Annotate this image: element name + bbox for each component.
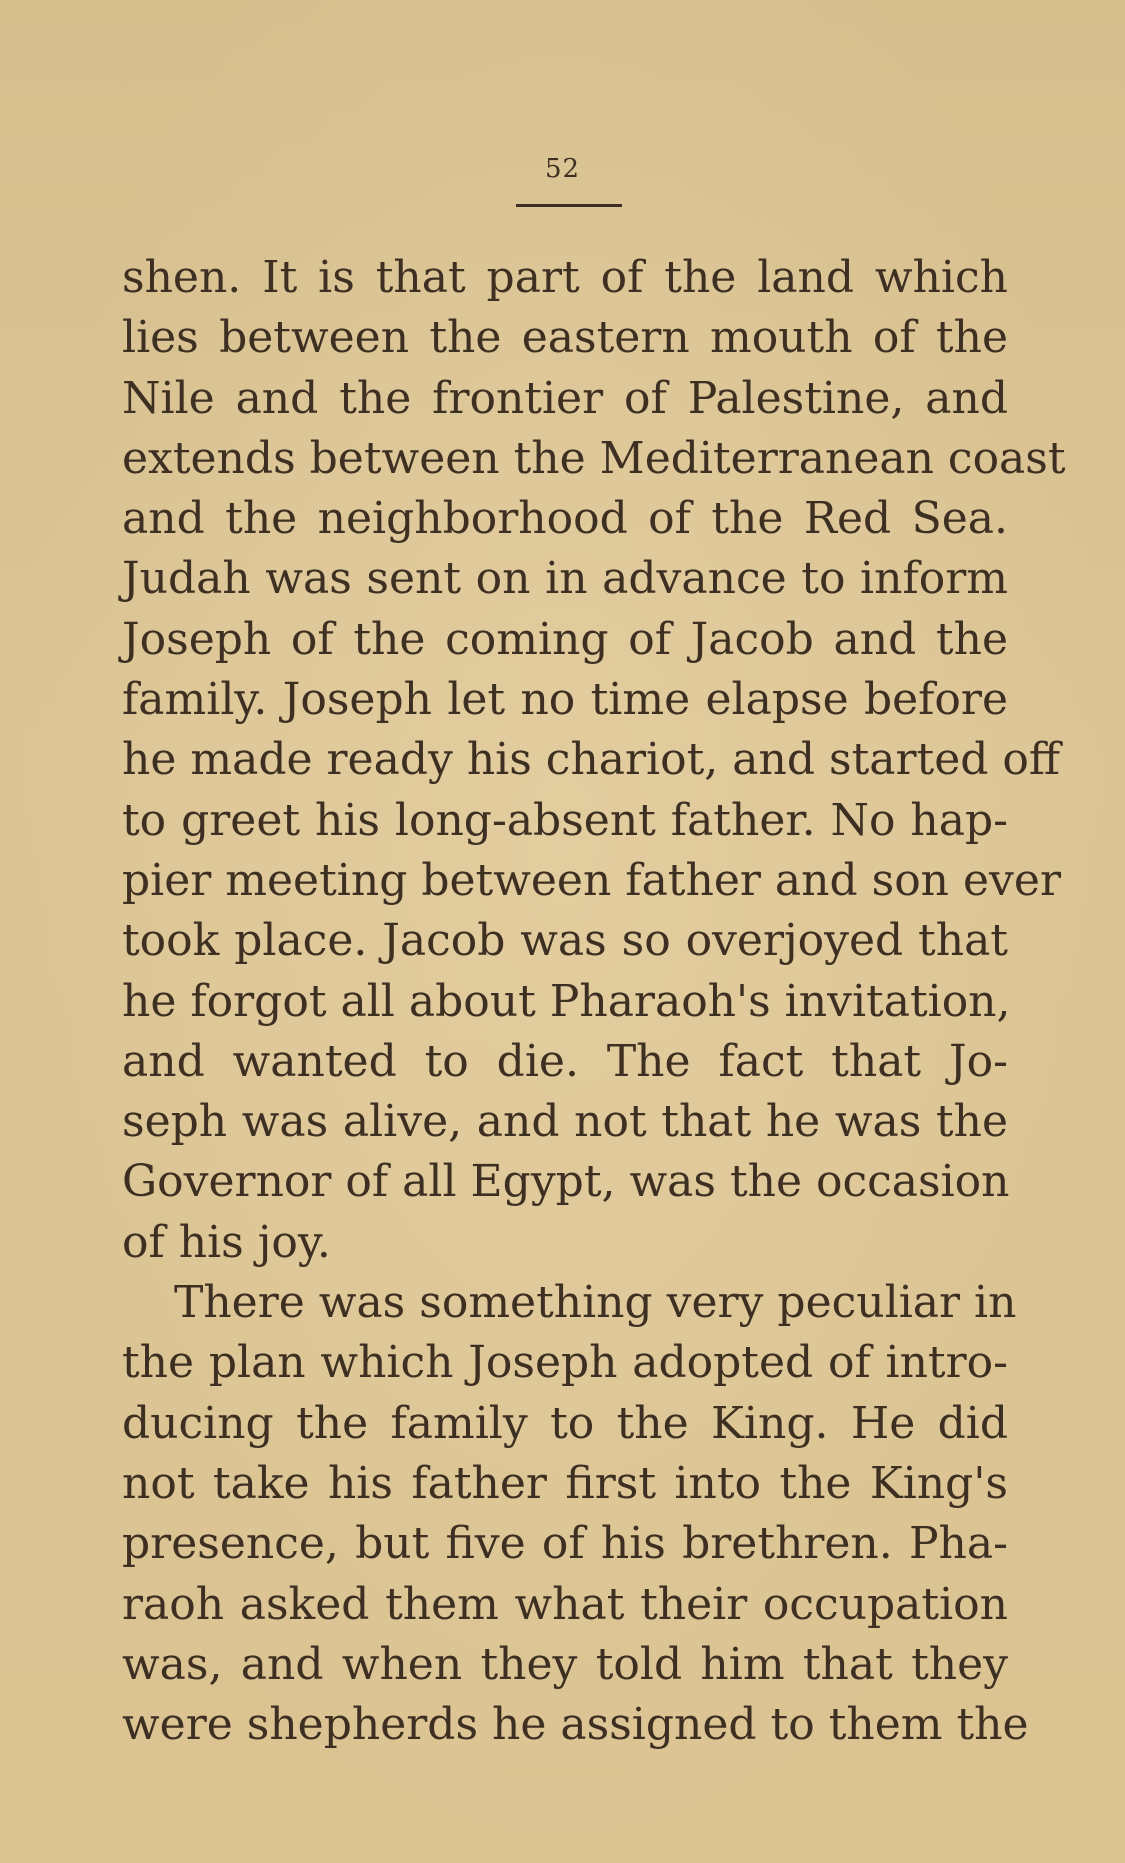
- text-line: ducing the family to the King. He did: [122, 1397, 1008, 1449]
- text-line: family. Joseph let no time elapse before: [122, 674, 1008, 726]
- text-line: shen. It is that part of the land which: [122, 252, 1008, 303]
- text-line: was, and when they told him that they: [122, 1638, 1008, 1690]
- text-line: he forgot all about Pharaoh's invitation,: [122, 975, 1011, 1027]
- text-line: pier meeting between father and son ever: [122, 854, 1061, 906]
- text-line: and wanted to die. The fact that Jo-: [122, 1035, 1008, 1087]
- paragraph-1: [122, 248, 1066, 1273]
- text-line: took place. Jacob was so overjoyed that: [122, 915, 1008, 967]
- body-text: [122, 248, 1066, 1755]
- text-line: to greet his long-absent father. No hap-: [122, 794, 1008, 846]
- page-number: 52: [544, 154, 581, 184]
- text-line: Judah was sent on in advance to inform: [122, 553, 1008, 605]
- text-line: Joseph of the coming of Jacob and the: [122, 613, 1008, 665]
- text-line: the plan which Joseph adopted of intro-: [122, 1337, 1008, 1389]
- text-line: raoh asked them what their occupation: [122, 1578, 1008, 1630]
- text-line: not take his father first into the King's: [122, 1457, 1008, 1509]
- header-rule: [516, 204, 622, 207]
- text-line: Governor of all Egypt, was the occasion: [122, 1156, 1010, 1208]
- text-line: seph was alive, and not that he was the: [122, 1096, 1008, 1148]
- text-line: he made ready his chariot, and started off: [122, 734, 1061, 786]
- text-line: Nile and the frontier of Palestine, and: [122, 372, 1008, 424]
- text-line: lies between the eastern mouth of the: [122, 312, 1008, 364]
- paragraph-2: [122, 1273, 1029, 1755]
- text-line: extends between the Mediterranean coast: [122, 432, 1066, 484]
- text-line: of his joy.: [122, 1216, 331, 1268]
- text-line: presence, but five of his brethren. Pha-: [122, 1518, 1008, 1570]
- text-line: There was something very peculiar in: [174, 1277, 1017, 1329]
- text-line: were shepherds he assigned to them the: [122, 1699, 1029, 1751]
- text-line: and the neighborhood of the Red Sea.: [122, 493, 1008, 545]
